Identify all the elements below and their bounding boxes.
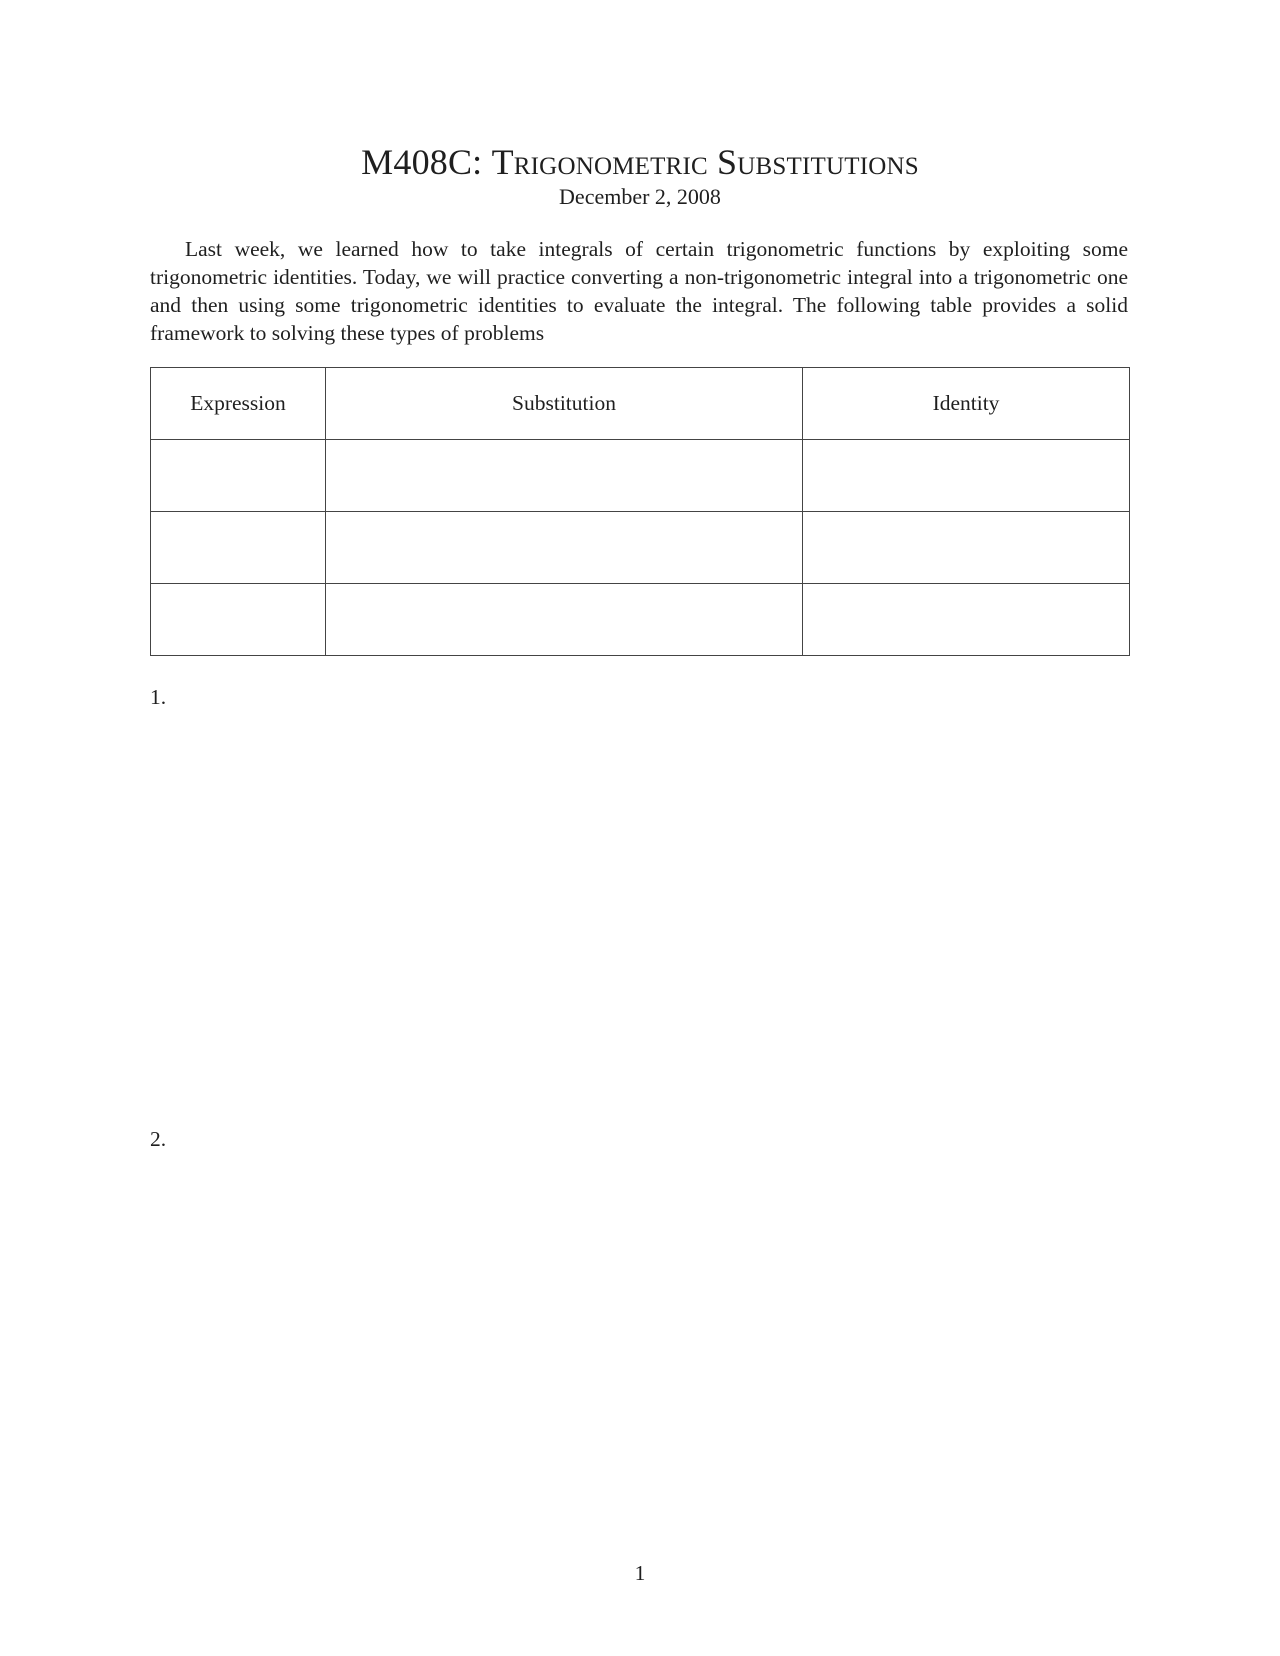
page-title xyxy=(0,141,1280,183)
document-date: December 2, 2008 xyxy=(559,184,721,209)
table-cell xyxy=(151,440,326,512)
substitution-table xyxy=(150,367,1130,656)
table-cell xyxy=(326,584,803,656)
table-cell xyxy=(151,512,326,584)
table-cell xyxy=(326,512,803,584)
intro-paragraph: Last week, we learned how to take integrals of certain trigonometric functions by exploiting some trigonometric identities. Today, we will practice converting a non-trigonometric integral into a trigonometric one and then using some trigonometric identities to evaluate the integral. The following table provides a solid framework to solving these types of problems xyxy=(150,237,1128,345)
table-header-row xyxy=(151,368,1130,440)
page-number: 1 xyxy=(634,1561,646,1585)
title-main: Trigonometric Substitutions xyxy=(491,142,919,182)
header-identity: Identity xyxy=(803,368,1130,440)
table-row xyxy=(151,584,1130,656)
table-cell xyxy=(803,440,1130,512)
table-cell xyxy=(326,440,803,512)
table-cell xyxy=(803,584,1130,656)
problem-2-number: 2. xyxy=(150,1127,167,1151)
title-prefix: M408C: xyxy=(361,142,492,182)
header-substitution: Substitution xyxy=(326,368,803,440)
table-cell xyxy=(151,584,326,656)
table-row xyxy=(151,512,1130,584)
problem-1-number: 1. xyxy=(150,685,167,709)
table-row xyxy=(151,440,1130,512)
header-expression: Expression xyxy=(151,368,326,440)
table-cell xyxy=(803,512,1130,584)
